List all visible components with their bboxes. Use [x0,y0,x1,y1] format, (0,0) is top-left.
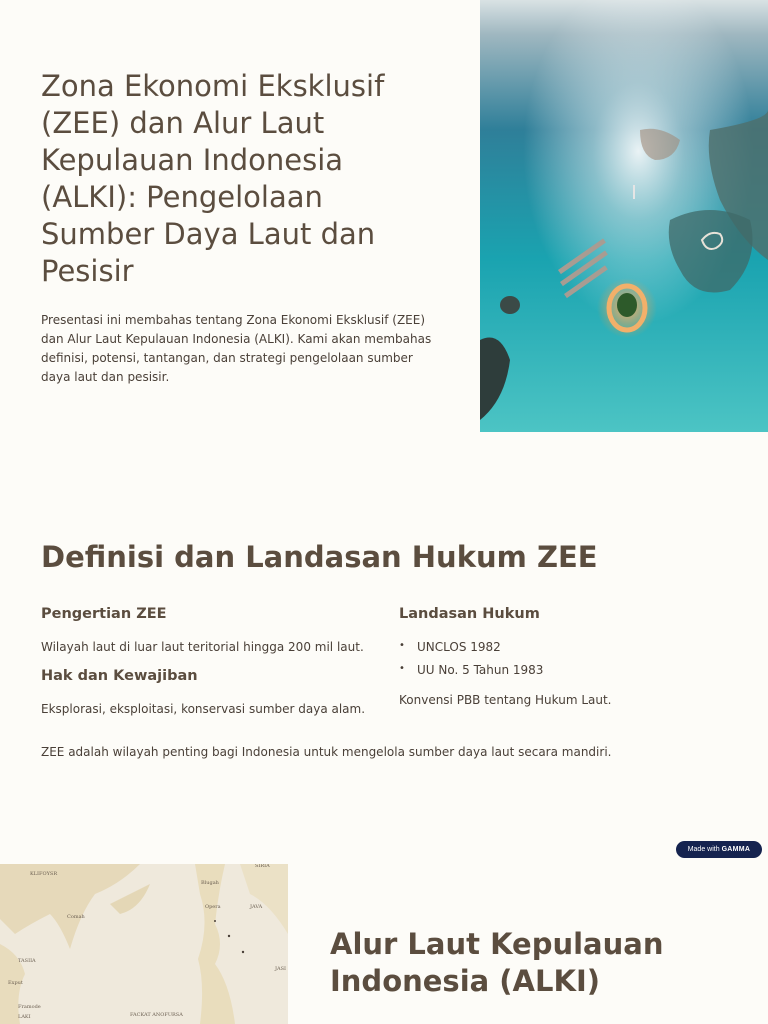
slide3-title: Alur Laut Kepulauan Indonesia (ALKI) [330,927,664,998]
hak-heading: Hak dan Kewajiban [41,668,198,684]
badge-prefix: Made with [687,846,720,853]
aerial-island-image [480,0,768,432]
map-label: Framode [18,1004,41,1010]
list-item [399,639,543,656]
map-label: JAVA [250,904,263,910]
map-label: Opera [205,904,221,910]
map-label: SIRIA [255,864,270,869]
bullet-icon: • [399,663,405,674]
list-item [399,662,543,679]
landasan-heading: Landasan Hukum [399,606,540,622]
slide1-title: Zona Ekonomi Eksklusif (ZEE) dan Alur Laut Kepulauan Indonesia (ALKI): Pengelolaan Sumber Daya Laut dan Pesisir [41,69,385,288]
list-item-label: UNCLOS 1982 [417,640,501,654]
map-label: JASI [275,966,287,972]
slide2-title: Definisi dan Landasan Hukum ZEE [41,540,598,574]
pengertian-text: Wilayah laut di luar laut teritorial hingga 200 mil laut. [41,640,364,654]
map-label: Comah [67,914,85,920]
list-item-label: UU No. 5 Tahun 1983 [417,663,544,677]
map-label: TASIIA [18,958,36,964]
gamma-logo: GAMMA [721,846,751,853]
pengertian-heading: Pengertian ZEE [41,606,167,622]
indonesia-map-image [0,864,288,1024]
zee-summary: ZEE adalah wilayah penting bagi Indonesia untuk mengelola sumber daya laut secara mandiri. [41,745,612,759]
map-label: KLIFOYSR [30,871,58,877]
map-label: LAKI [18,1014,31,1020]
konvensi-text: Konvensi PBB tentang Hukum Laut. [399,693,612,707]
made-with-gamma-badge[interactable] [676,841,762,858]
landasan-list [399,639,543,685]
slide1-description: Presentasi ini membahas tentang Zona Ekonomi Eksklusif (ZEE) dan Alur Laut Kepulauan Indonesia (ALKI). Kami akan membahas definisi, potensi, tantangan, dan strategi pengelolaan sumber daya laut dan pesisir. [41,313,432,384]
map-label: Exput [8,980,23,986]
map-label: FACKAT ANOFURSA [130,1012,183,1018]
hak-text: Eksplorasi, eksploitasi, konservasi sumber daya alam. [41,702,366,716]
map-label: Blugah [201,880,219,886]
bullet-icon: • [399,640,405,651]
